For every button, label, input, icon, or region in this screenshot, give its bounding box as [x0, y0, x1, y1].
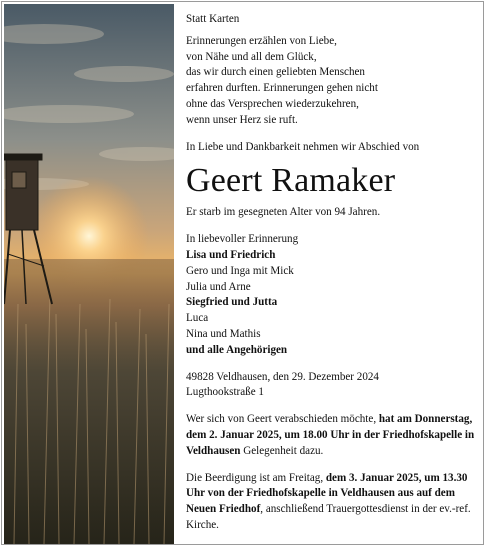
notice-header: Statt Karten — [186, 13, 240, 25]
notice-text — [186, 12, 482, 534]
mourner-line: Julia und Arne — [186, 280, 251, 293]
poem-line: Erinnerungen erzählen von Liebe, — [186, 34, 337, 47]
photo-illustration — [4, 4, 174, 544]
farewell-info-bold: hat am Donnerstag, dem 2. Januar 2025, um 18.00 Uhr in der Friedhofskapelle in Veldhausen — [186, 413, 475, 457]
mourner-line: Gero und Inga mit Mick — [186, 264, 294, 277]
farewell-info — [186, 412, 482, 459]
mourner-line: Lisa und Friedrich — [186, 248, 276, 261]
obituary-notice — [1, 1, 484, 545]
poem-line: ohne das Versprechen wiederzukehren, — [186, 97, 359, 110]
poem-line: erfahren durften. Erinnerungen gehen nicht — [186, 82, 378, 95]
age-line: Er starb im gesegneten Alter von 94 Jahren. — [186, 206, 381, 219]
farewell-info-text-end: Gelegenheit dazu. — [240, 444, 324, 457]
farewell-info-text: Wer sich von Geert verabschieden möchte, — [186, 413, 379, 426]
place-date: 49828 Veldhausen, den 29. Dezember 2024 — [186, 370, 379, 383]
street-address: Lugthookstraße 1 — [186, 386, 264, 399]
mourners-intro: In liebevoller Erinnerung — [186, 233, 299, 246]
mourner-line: Nina und Mathis — [186, 327, 261, 340]
funeral-info — [186, 471, 482, 534]
mourner-line: Luca — [186, 312, 209, 325]
mourner-line: und alle Angehörigen — [186, 343, 288, 356]
funeral-info-text-end: , anschließend Trauergottesdienst in der ev.-ref. Kirche. — [186, 503, 471, 531]
farewell-line: In Liebe und Dankbarkeit nehmen wir Abschied von — [186, 140, 420, 153]
deceased-name: Geert Ramaker — [186, 162, 396, 200]
poem-line: von Nähe und all dem Glück, — [186, 50, 317, 63]
poem-line: wenn unser Herz sie ruft. — [186, 113, 298, 126]
funeral-info-bold: dem 3. Januar 2025, um 13.30 Uhr von der Friedhofskapelle in Veldhausen aus auf dem Neuen Friedhof — [186, 471, 468, 516]
funeral-info-text: Die Beerdigung ist am Freitag, — [186, 471, 326, 484]
poem-line: das wir durch einen geliebten Menschen — [186, 66, 365, 79]
sunrise-field-with-hunting-stand-image — [4, 4, 174, 544]
mourner-line: Siegfried und Jutta — [186, 296, 278, 309]
